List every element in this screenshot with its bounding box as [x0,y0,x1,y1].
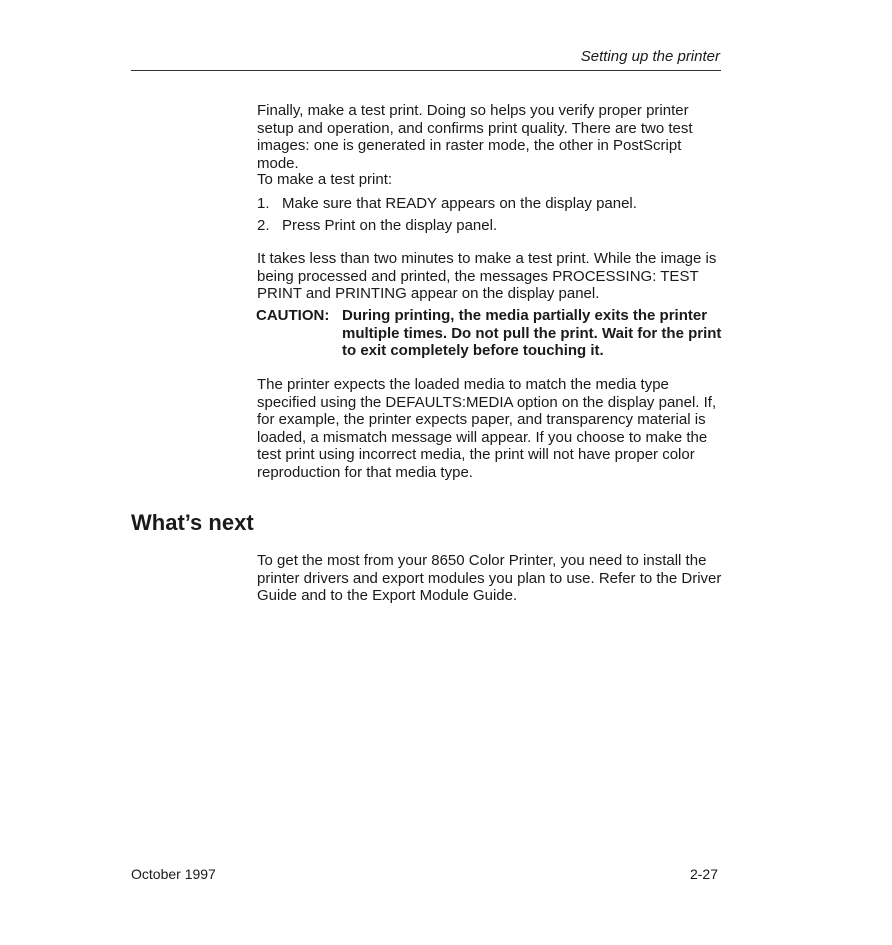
step-text: Make sure that READY appears on the display panel. [282,195,637,212]
media-text: The printer expects the loaded media to match the media type specified using the DEFAULTS:MEDIA option on the display panel. If, for example, the printer expects paper, and transparency material is loaded, a mismatch message will appear. If you choose to make the test print using incorrect media, the print will not have proper color reproduction for that media type. [257,376,717,481]
timing-text: It takes less than two minutes to make a test print. While the image is being processed and printed, the messages PROCESSING: TEST PRINT and PRINTING appear on the display panel. [257,250,717,302]
running-header: Setting up the printer [580,48,720,65]
page-number: 2-27 [689,866,718,882]
whats-next-text: To get the most from your 8650 Color Printer, you need to install the printer drivers and export modules you plan to use. Refer to the Driver Guide and to the Export Module Guide. [257,552,722,604]
caution-text: During printing, the media partially exits the printer multiple times. Do not pull the print. Wait for the print to exit completely before touching it. [342,307,722,359]
intro-text: Finally, make a test print. Doing so helps you verify proper printer setup and operation, and confirms print quality. There are two test images: one is generated in raster mode, the other in PostScript mode. [257,102,693,172]
section-heading-whats-next: What’s next [131,510,254,535]
header-rule [131,70,721,71]
step-item [257,195,727,213]
footer-date: October 1997 [131,866,216,882]
step-item [257,217,727,235]
intro-paragraph [257,102,727,172]
test-print-lead-text: To make a test print: [257,171,393,188]
whats-next-paragraph [257,552,727,605]
media-paragraph [257,376,727,481]
caution-label: CAUTION: [256,307,330,324]
step-number: 1. [257,195,270,212]
step-number: 2. [257,217,270,234]
step-text: Press Print on the display panel. [282,217,498,234]
test-print-lead [257,171,727,189]
timing-paragraph [257,250,727,303]
caution-note [256,307,726,360]
